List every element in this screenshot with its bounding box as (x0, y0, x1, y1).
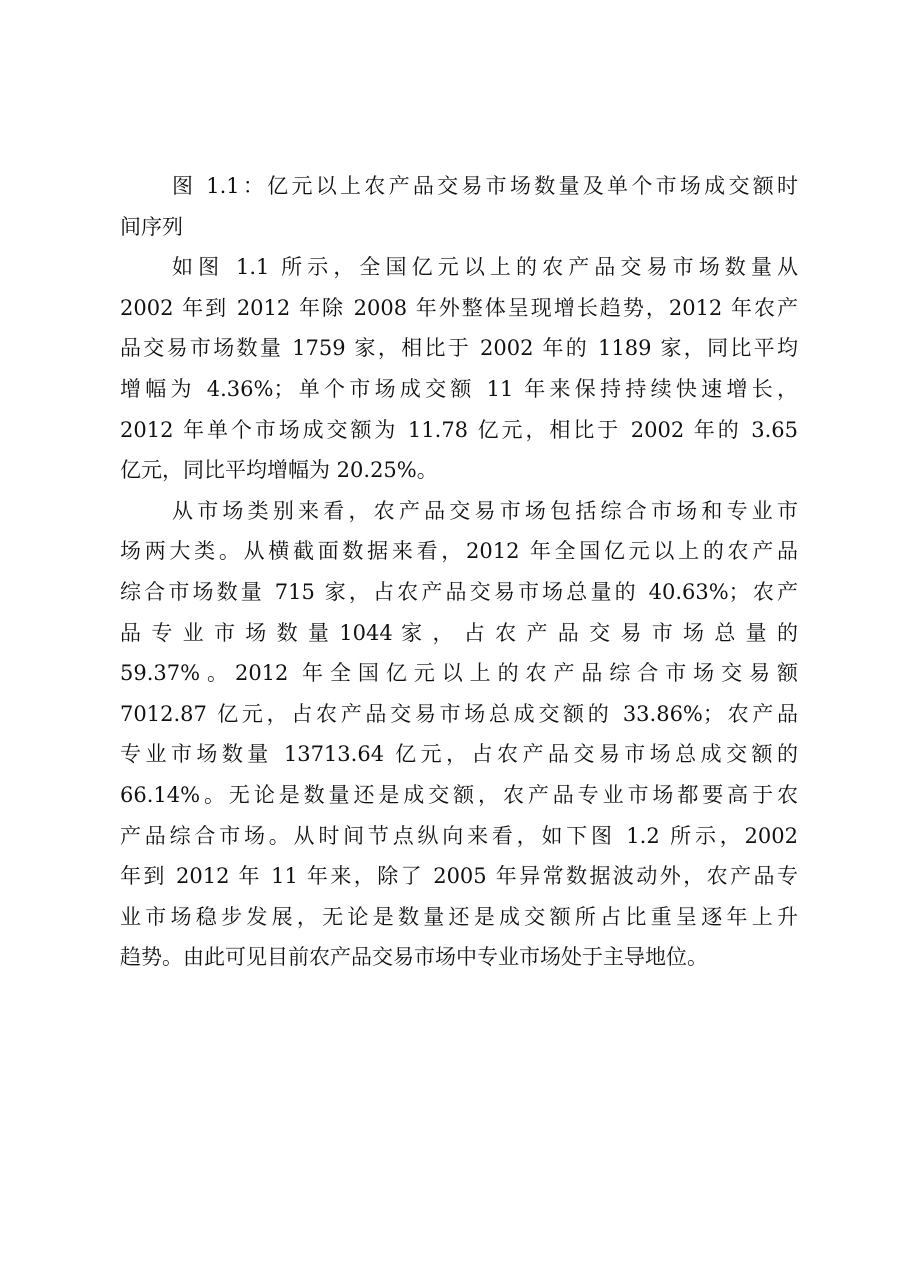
paragraph-line: 年到 2012 年 11 年来，除了 2005 年异常数据波动外，农产品专 (120, 864, 798, 889)
paragraph-market-category (120, 491, 798, 978)
paragraph-line: 亿元，同比平均增幅为 20.25%。 (120, 458, 438, 483)
paragraph-line: 综合市场数量 715 家，占农产品交易市场总量的 40.63%；农产 (120, 579, 798, 604)
paragraph-line: 如图 1.1 所示，全国亿元以上的农产品交易市场数量从 (172, 255, 798, 280)
paragraph-line: 品交易市场数量 1759 家，相比于 2002 年的 1189 家，同比平均 (120, 336, 798, 361)
caption-line: 图 1.1：亿元以上农产品交易市场数量及单个市场成交额时 (172, 174, 798, 198)
paragraph-line: 增幅为 4.36%；单个市场成交额 11 年来保持持续快速增长， (120, 376, 798, 401)
paragraph-line: 2012 年单个市场成交额为 11.78 亿元，相比于 2002 年的 3.65 (120, 417, 798, 442)
paragraph-line: 66.14%。无论是数量还是成交额，农产品专业市场都要高于农 (120, 782, 798, 807)
paragraph-line: 场两大类。从横截面数据来看，2012 年全国亿元以上的农产品 (120, 539, 798, 564)
figure-caption (120, 166, 798, 247)
paragraph-line: 趋势。由此可见目前农产品交易市场中专业市场处于主导地位。 (120, 945, 708, 970)
paragraph-line: 2002 年到 2012 年除 2008 年外整体呈现增长趋势，2012 年农产 (120, 295, 798, 320)
paragraph-line: 产品综合市场。从时间节点纵向来看，如下图 1.2 所示，2002 (120, 823, 798, 848)
paragraph-line: 从市场类别来看，农产品交易市场包括综合市场和专业市 (172, 498, 798, 523)
paragraph-line: 专业市场数量 13713.64 亿元，占农产品交易市场总成交额的 (120, 742, 798, 767)
paragraph-line: 7012.87 亿元，占农产品交易市场总成交额的 33.86%；农产品 (120, 701, 798, 726)
paragraph-line: 业市场稳步发展，无论是数量还是成交额所占比重呈逐年上升 (120, 904, 798, 929)
paragraph-line: 品 专 业 市 场 数 量 1044 家 ， 占 农 产 品 交 易 市 场 总 量 的 (120, 620, 798, 645)
document-body (120, 166, 798, 978)
paragraph-market-count (120, 247, 798, 491)
paragraph-line: 59.37%。2012 年全国亿元以上的农产品综合市场交易额 (120, 661, 798, 686)
caption-line: 间序列 (120, 214, 183, 239)
